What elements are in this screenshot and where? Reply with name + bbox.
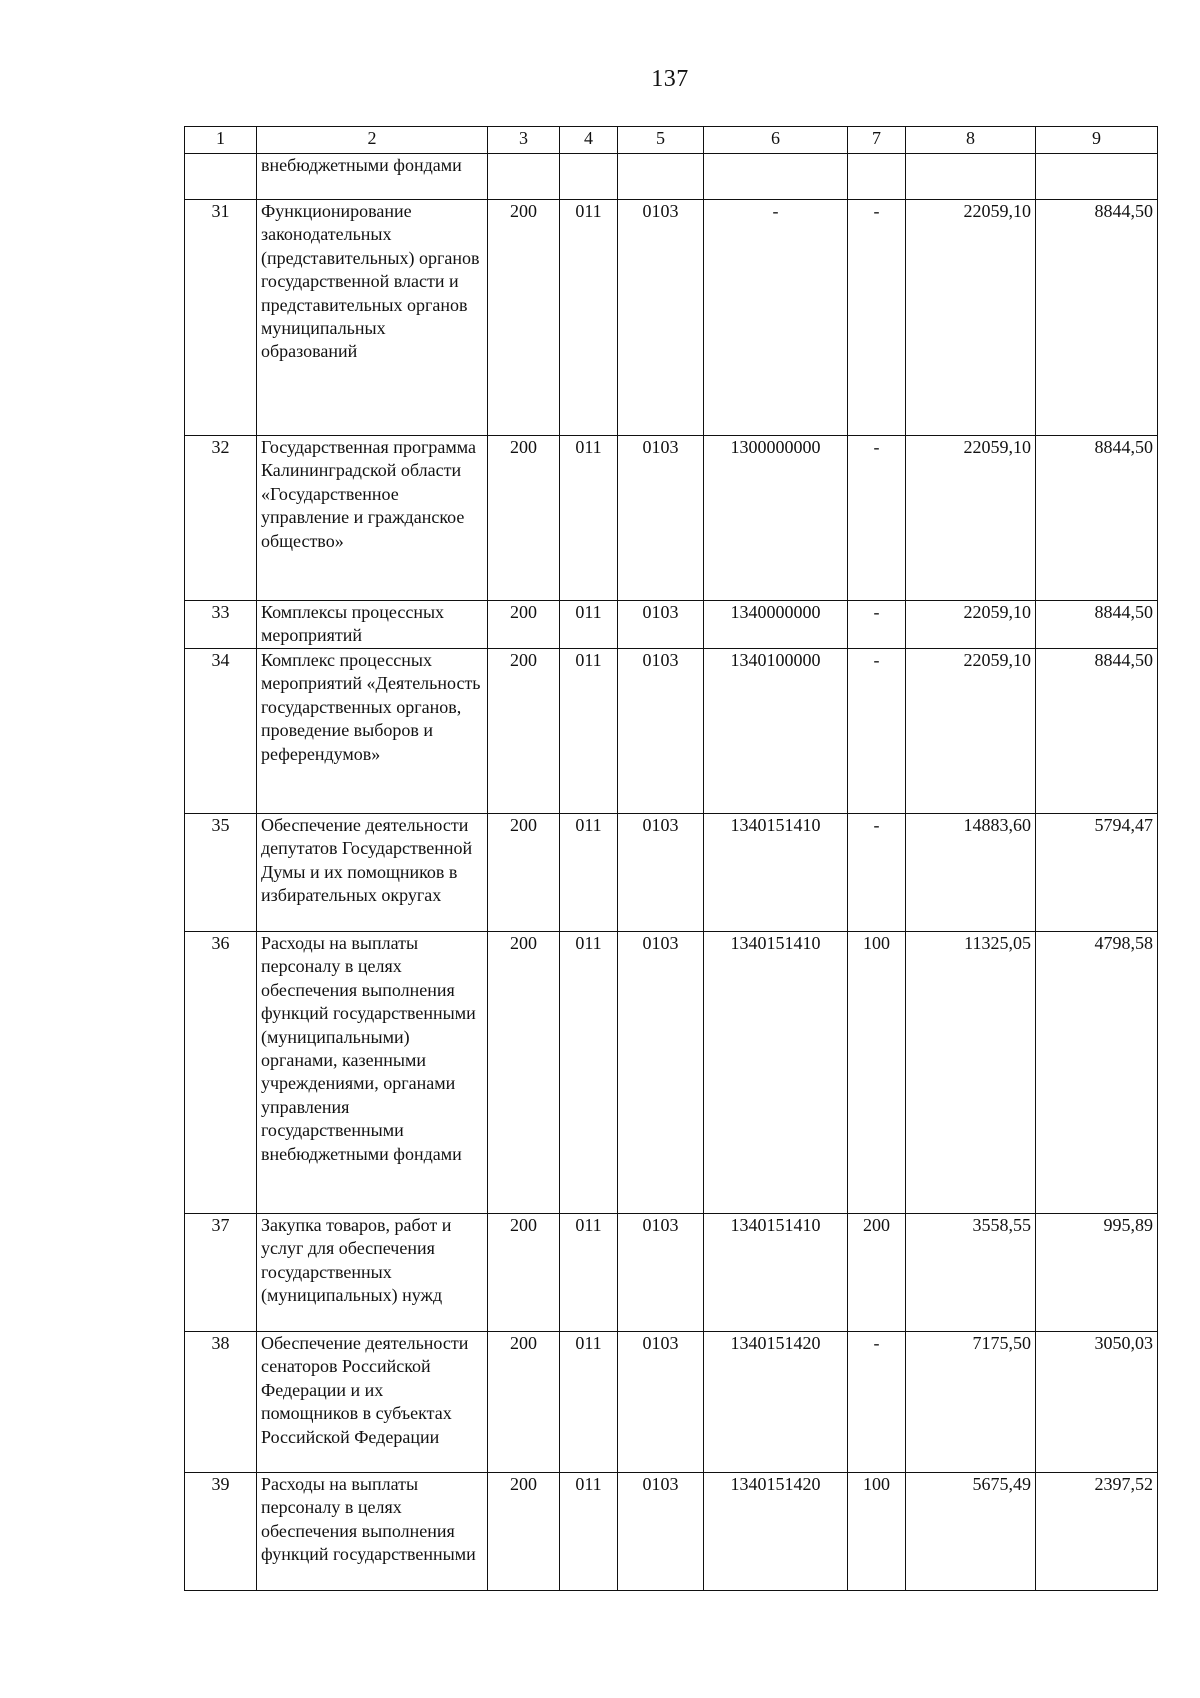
column-header: 5 <box>618 127 704 154</box>
table-row <box>185 1332 1158 1473</box>
cell-col3: 200 <box>488 814 560 932</box>
row-name: Обеспечение деятельности депутатов Государственной Думы и их помощников в избирательных округах <box>257 814 488 932</box>
row-name: Обеспечение деятельности сенаторов Российской Федерации и их помощников в субъектах Российской Федерации <box>257 1332 488 1473</box>
cell-col6 <box>704 154 848 200</box>
cell-col3: 200 <box>488 932 560 1214</box>
row-number: 37 <box>185 1214 257 1332</box>
cell-col6: 1340151410 <box>704 1214 848 1332</box>
cell-col9: 8844,50 <box>1036 436 1158 601</box>
cell-col8: 22059,10 <box>906 200 1036 436</box>
cell-col3: 200 <box>488 649 560 814</box>
cell-col8: 22059,10 <box>906 601 1036 649</box>
cell-col5: 0103 <box>618 649 704 814</box>
table-row <box>185 1214 1158 1332</box>
cell-col4: 011 <box>560 436 618 601</box>
row-name: Расходы на выплаты персоналу в целях обеспечения выполнения функций государственными (муниципальными) органами, казенными учреждениями, органами управления государственными внебюджетными фондами <box>257 932 488 1214</box>
table-row <box>185 154 1158 200</box>
cell-col4: 011 <box>560 814 618 932</box>
cell-col5: 0103 <box>618 1332 704 1473</box>
cell-col4: 011 <box>560 1332 618 1473</box>
cell-col3: 200 <box>488 1473 560 1591</box>
cell-col9: 5794,47 <box>1036 814 1158 932</box>
cell-col8: 22059,10 <box>906 436 1036 601</box>
page-number: 137 <box>651 66 689 92</box>
cell-col8: 22059,10 <box>906 649 1036 814</box>
cell-col5: 0103 <box>618 932 704 1214</box>
cell-col6: 1340100000 <box>704 649 848 814</box>
cell-col4: 011 <box>560 601 618 649</box>
cell-col7: 100 <box>848 1473 906 1591</box>
cell-col9: 8844,50 <box>1036 601 1158 649</box>
cell-col9: 4798,58 <box>1036 932 1158 1214</box>
cell-col5: 0103 <box>618 814 704 932</box>
cell-col5: 0103 <box>618 200 704 436</box>
cell-col8 <box>906 154 1036 200</box>
row-name: Государственная программа Калининградской области «Государственное управление и гражданское общество» <box>257 436 488 601</box>
table-row <box>185 601 1158 649</box>
cell-col6: - <box>704 200 848 436</box>
cell-col6: 1340151410 <box>704 814 848 932</box>
cell-col4: 011 <box>560 932 618 1214</box>
cell-col8: 3558,55 <box>906 1214 1036 1332</box>
cell-col7: - <box>848 649 906 814</box>
cell-col3: 200 <box>488 1332 560 1473</box>
cell-col7 <box>848 154 906 200</box>
row-name: Функционирование законодательных (представительных) органов государственной власти и представительных органов муниципальных образований <box>257 200 488 436</box>
cell-col7: - <box>848 1332 906 1473</box>
cell-col6: 1340151420 <box>704 1473 848 1591</box>
cell-col4: 011 <box>560 649 618 814</box>
header-row <box>185 127 1158 154</box>
row-name: Закупка товаров, работ и услуг для обеспечения государственных (муниципальных) нужд <box>257 1214 488 1332</box>
table-row <box>185 932 1158 1214</box>
cell-col5: 0103 <box>618 1473 704 1591</box>
row-number: 36 <box>185 932 257 1214</box>
column-header: 6 <box>704 127 848 154</box>
cell-col9: 8844,50 <box>1036 649 1158 814</box>
cell-col7: - <box>848 601 906 649</box>
cell-col4: 011 <box>560 1473 618 1591</box>
row-name: Комплексы процессных мероприятий <box>257 601 488 649</box>
row-number: 31 <box>185 200 257 436</box>
cell-col3: 200 <box>488 436 560 601</box>
cell-col5: 0103 <box>618 436 704 601</box>
table-row <box>185 1473 1158 1591</box>
cell-col9: 3050,03 <box>1036 1332 1158 1473</box>
cell-col5: 0103 <box>618 1214 704 1332</box>
cell-col6: 1340000000 <box>704 601 848 649</box>
cell-col9: 8844,50 <box>1036 200 1158 436</box>
cell-col7: 200 <box>848 1214 906 1332</box>
cell-col4 <box>560 154 618 200</box>
cell-col9: 995,89 <box>1036 1214 1158 1332</box>
row-number: 34 <box>185 649 257 814</box>
row-name: внебюджетными фондами <box>257 154 488 200</box>
column-header: 8 <box>906 127 1036 154</box>
cell-col5: 0103 <box>618 601 704 649</box>
column-header: 1 <box>185 127 257 154</box>
row-number <box>185 154 257 200</box>
cell-col8: 14883,60 <box>906 814 1036 932</box>
cell-col8: 7175,50 <box>906 1332 1036 1473</box>
table-row <box>185 200 1158 436</box>
cell-col3 <box>488 154 560 200</box>
column-header: 7 <box>848 127 906 154</box>
cell-col7: - <box>848 200 906 436</box>
cell-col8: 5675,49 <box>906 1473 1036 1591</box>
row-number: 32 <box>185 436 257 601</box>
row-number: 35 <box>185 814 257 932</box>
cell-col3: 200 <box>488 601 560 649</box>
cell-col4: 011 <box>560 200 618 436</box>
row-name: Расходы на выплаты персоналу в целях обеспечения выполнения функций государственными <box>257 1473 488 1591</box>
cell-col3: 200 <box>488 1214 560 1332</box>
column-header: 4 <box>560 127 618 154</box>
column-header: 2 <box>257 127 488 154</box>
row-number: 38 <box>185 1332 257 1473</box>
row-name: Комплекс процессных мероприятий «Деятельность государственных органов, проведение выборов и референдумов» <box>257 649 488 814</box>
budget-table <box>184 126 1158 1591</box>
cell-col6: 1340151420 <box>704 1332 848 1473</box>
cell-col3: 200 <box>488 200 560 436</box>
row-number: 33 <box>185 601 257 649</box>
table-row <box>185 649 1158 814</box>
cell-col9: 2397,52 <box>1036 1473 1158 1591</box>
cell-col9 <box>1036 154 1158 200</box>
cell-col4: 011 <box>560 1214 618 1332</box>
table-row <box>185 814 1158 932</box>
table-row <box>185 436 1158 601</box>
column-header: 3 <box>488 127 560 154</box>
cell-col6: 1340151410 <box>704 932 848 1214</box>
cell-col7: - <box>848 436 906 601</box>
cell-col7: - <box>848 814 906 932</box>
cell-col6: 1300000000 <box>704 436 848 601</box>
row-number: 39 <box>185 1473 257 1591</box>
column-header: 9 <box>1036 127 1158 154</box>
cell-col8: 11325,05 <box>906 932 1036 1214</box>
cell-col5 <box>618 154 704 200</box>
cell-col7: 100 <box>848 932 906 1214</box>
